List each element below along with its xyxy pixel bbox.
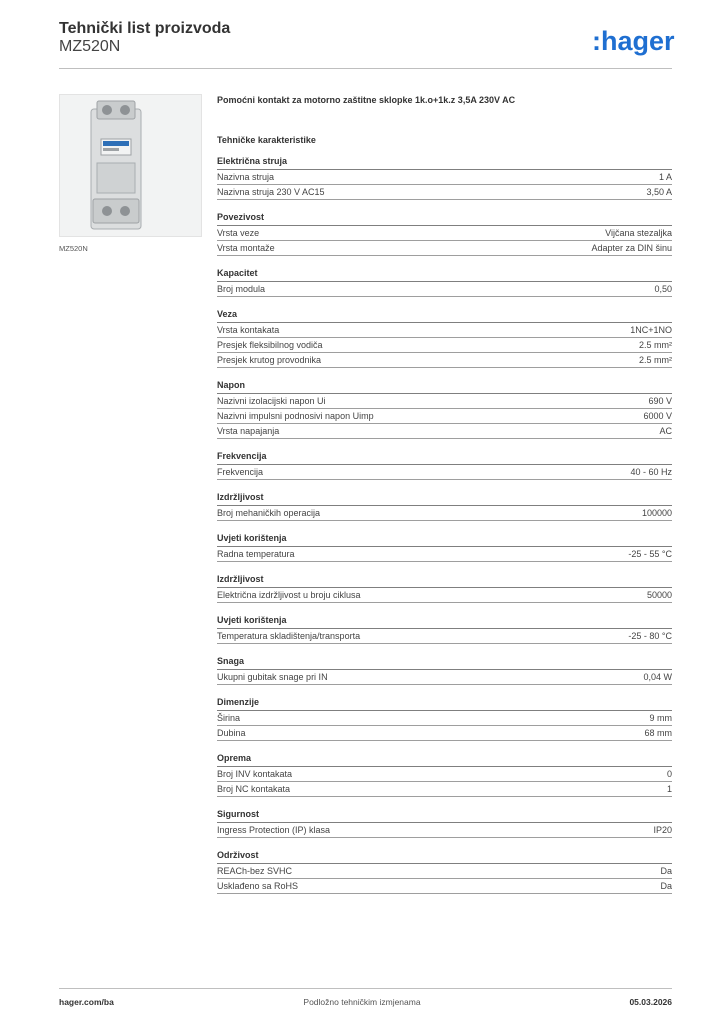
spec-group-title: Veza [217, 307, 672, 323]
specs-heading: Tehničke karakteristike [217, 135, 316, 145]
spec-row [217, 185, 672, 200]
spec-value: 690 V [648, 396, 672, 406]
spec-label: Usklađeno sa RoHS [217, 881, 299, 891]
spec-value: 9 mm [649, 713, 672, 723]
spec-group-title: Snaga [217, 654, 672, 670]
spec-row [217, 879, 672, 894]
spec-group [217, 531, 672, 562]
spec-row [217, 241, 672, 256]
spec-row [217, 767, 672, 782]
spec-value: 2.5 mm² [638, 355, 672, 365]
spec-label: Nazivni izolacijski napon Ui [217, 396, 326, 406]
spec-row [217, 170, 672, 185]
spec-row [217, 588, 672, 603]
spec-sheet [217, 92, 672, 904]
spec-label: Električna izdržljivost u broju ciklusa [217, 590, 361, 600]
spec-label: Dubina [217, 728, 246, 738]
spec-group [217, 695, 672, 741]
spec-label: Presjek fleksibilnog vodiča [217, 340, 323, 350]
spec-value: 1NC+1NO [630, 325, 672, 335]
spec-value: 3,50 A [646, 187, 672, 197]
product-image-caption: MZ520N [59, 244, 88, 253]
spec-groups [217, 154, 672, 894]
spec-value: Vijčana stezaljka [605, 228, 672, 238]
spec-value: 6000 V [643, 411, 672, 421]
spec-label: Vrsta montaže [217, 243, 275, 253]
spec-label: Vrsta veze [217, 228, 260, 238]
spec-label: Temperatura skladištenja/transporta [217, 631, 361, 641]
spec-value: 100000 [641, 508, 672, 518]
spec-label: Broj modula [217, 284, 266, 294]
spec-group [217, 378, 672, 439]
spec-value: 0,50 [654, 284, 672, 294]
spec-value: Da [660, 866, 672, 876]
product-image [59, 94, 202, 237]
spec-label: Nazivna struja [217, 172, 275, 182]
spec-group [217, 572, 672, 603]
spec-group [217, 266, 672, 297]
spec-group [217, 807, 672, 838]
product-code: MZ520N [59, 38, 121, 55]
header-divider [59, 68, 672, 69]
spec-value: 68 mm [644, 728, 672, 738]
spec-row [217, 338, 672, 353]
spec-label: Nazivni impulsni podnosivi napon Uimp [217, 411, 374, 421]
spec-row [217, 465, 672, 480]
spec-group [217, 848, 672, 894]
spec-value: 40 - 60 Hz [630, 467, 672, 477]
spec-row [217, 226, 672, 241]
spec-label: Ukupni gubitak snage pri IN [217, 672, 328, 682]
spec-label: Radna temperatura [217, 549, 295, 559]
spec-group-title: Izdržljivost [217, 572, 672, 588]
spec-group [217, 449, 672, 480]
spec-value: 1 [666, 784, 672, 794]
spec-label: Broj INV kontakata [217, 769, 293, 779]
spec-group-title: Sigurnost [217, 807, 672, 823]
spec-value: AC [659, 426, 672, 436]
spec-group-title: Uvjeti korištenja [217, 613, 672, 629]
spec-group-title: Dimenzije [217, 695, 672, 711]
spec-value: IP20 [653, 825, 672, 835]
spec-group-title: Održivost [217, 848, 672, 864]
spec-group [217, 490, 672, 521]
spec-row [217, 409, 672, 424]
spec-label: Ingress Protection (IP) klasa [217, 825, 331, 835]
spec-value: 0,04 W [643, 672, 672, 682]
spec-value: -25 - 80 °C [628, 631, 672, 641]
spec-value: 0 [666, 769, 672, 779]
spec-group [217, 654, 672, 685]
spec-value: -25 - 55 °C [628, 549, 672, 559]
spec-value: 1 A [658, 172, 672, 182]
spec-group-title: Izdržljivost [217, 490, 672, 506]
product-description: Pomoćni kontakt za motorno zaštitne sklopke 1k.o+1k.z 3,5A 230V AC [217, 95, 516, 105]
spec-row [217, 726, 672, 741]
spec-label: Vrsta napajanja [217, 426, 280, 436]
spec-row [217, 711, 672, 726]
spec-value: 2.5 mm² [638, 340, 672, 350]
footer-date: 05.03.2026 [629, 997, 672, 1007]
spec-label: Vrsta kontakata [217, 325, 280, 335]
spec-value: Adapter za DIN šinu [591, 243, 672, 253]
spec-group-title: Uvjeti korištenja [217, 531, 672, 547]
spec-row [217, 823, 672, 838]
spec-group-title: Kapacitet [217, 266, 672, 282]
hager-logo [592, 24, 676, 60]
footer-divider [59, 988, 672, 989]
page-title: Tehnički list proizvoda [59, 20, 231, 37]
spec-label: Presjek krutog provodnika [217, 355, 322, 365]
spec-row [217, 506, 672, 521]
spec-value: Da [660, 881, 672, 891]
spec-label: Broj mehaničkih operacija [217, 508, 321, 518]
spec-label: REACh-bez SVHC [217, 866, 293, 876]
spec-group-title: Povezivost [217, 210, 672, 226]
spec-group [217, 154, 672, 200]
spec-row [217, 394, 672, 409]
spec-group-title: Električna struja [217, 154, 672, 170]
spec-label: Širina [217, 713, 241, 723]
spec-group [217, 613, 672, 644]
spec-group [217, 307, 672, 368]
spec-label: Nazivna struja 230 V AC15 [217, 187, 325, 197]
spec-group-title: Napon [217, 378, 672, 394]
spec-row [217, 864, 672, 879]
spec-row [217, 782, 672, 797]
spec-row [217, 282, 672, 297]
spec-row [217, 670, 672, 685]
spec-row [217, 323, 672, 338]
svg-text::hager: :hager [592, 26, 675, 56]
spec-row [217, 424, 672, 439]
spec-row [217, 353, 672, 368]
footer-notice: Podložno tehničkim izmjenama [303, 997, 421, 1007]
spec-group-title: Frekvencija [217, 449, 672, 465]
spec-group-title: Oprema [217, 751, 672, 767]
spec-row [217, 547, 672, 562]
spec-value: 50000 [646, 590, 672, 600]
footer-website[interactable]: hager.com/ba [59, 997, 114, 1007]
spec-label: Frekvencija [217, 467, 264, 477]
spec-group [217, 210, 672, 256]
spec-row [217, 629, 672, 644]
spec-label: Broj NC kontakata [217, 784, 291, 794]
spec-group [217, 751, 672, 797]
